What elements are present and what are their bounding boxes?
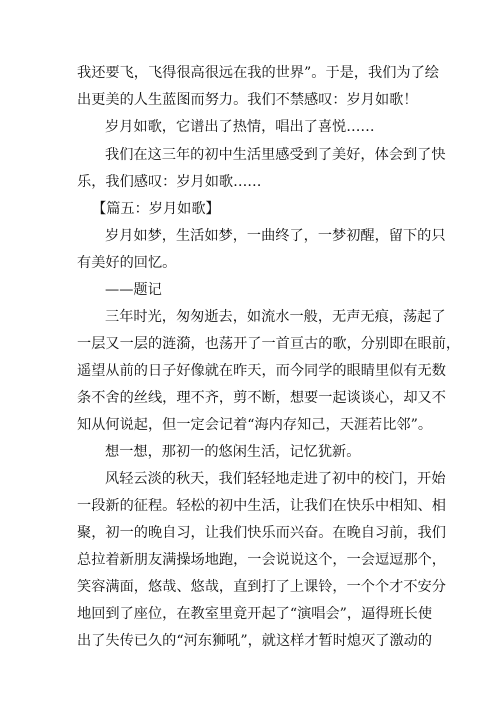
text-line: 遥望从前的日子好像就在昨天，而今同学的眼睛里似有无数 — [77, 363, 446, 379]
text-line: 聚，初一的晚自习，让我们快乐而兴奋。在晚自习前，我们 — [77, 525, 446, 541]
text-line: 岁月如梦，生活如梦，一曲终了，一梦初醒，留下的只 — [105, 228, 446, 244]
text-line: 三年时光，匆匆逝去，如流水一般，无声无痕，荡起了 — [105, 309, 446, 325]
text-line: 地回到了座位，在教室里竟开起了“演唱会”，逼得班长使 — [77, 606, 433, 622]
text-line: 我们在这三年的初中生活里感受到了美好，体会到了快 — [105, 147, 446, 163]
text-line: 条不舍的丝线，理不齐，剪不断，想要一起谈谈心，却又不 — [77, 390, 446, 406]
text-line: 出了失传已久的“河东狮吼”，就这样才暂时熄灭了激动的 — [77, 633, 433, 649]
text-line: 岁月如歌，它谱出了热情，唱出了喜悦…… — [105, 119, 375, 135]
text-line: 一段新的征程。轻松的初中生活，让我们在快乐中相知、相 — [77, 498, 446, 514]
text-line: 想一想，那初一的悠闲生活，记忆犹新。 — [105, 444, 361, 460]
text-line: 知从何说起，但一定会记着“海内存知己，天涯若比邻”。 — [77, 417, 433, 433]
epigraph-label: ——题记 — [105, 282, 162, 298]
section-heading: 【篇五：岁月如歌】 — [92, 201, 220, 217]
text-line: 有美好的回忆。 — [77, 255, 177, 271]
text-line: 一层又一层的涟漪，也荡开了一首亘古的歌，分别即在眼前， — [77, 336, 461, 352]
text-line: 出更美的人生蓝图而努力。我们不禁感叹：岁月如歌！ — [77, 92, 418, 108]
text-line: 风轻云淡的秋天，我们轻轻地走进了初中的校门，开始 — [105, 471, 446, 487]
text-line: 乐，我们感叹：岁月如歌…… — [77, 174, 262, 190]
text-line: 我还要飞，飞得很高很远在我的世界”。于是，我们为了绘 — [77, 65, 439, 81]
text-line: 笑容满面，悠哉、悠哉，直到打了上课铃，一个个才不安分 — [77, 579, 446, 595]
text-line: 总拉着新朋友满操场地跑，一会说说这个，一会逗逗那个， — [77, 552, 446, 568]
